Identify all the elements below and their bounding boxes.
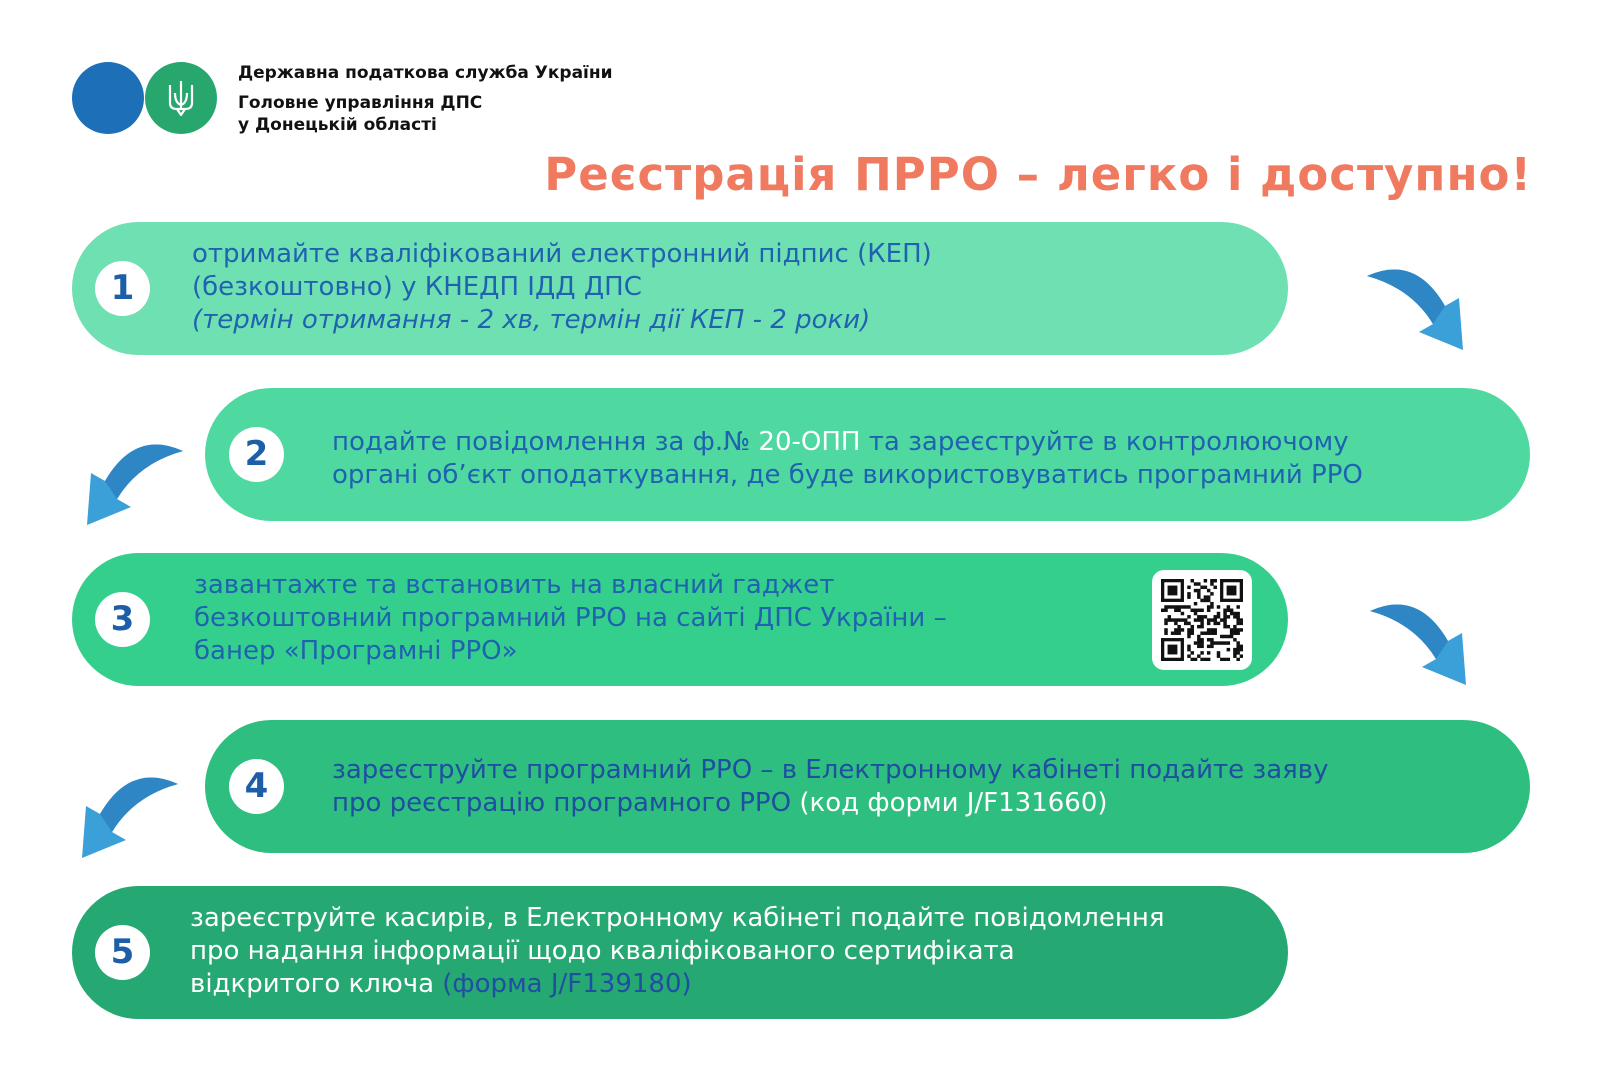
- arrow-down-left-icon: [75, 770, 180, 862]
- step-line: [190, 968, 1164, 1001]
- org-line-3: у Донецькій області: [238, 115, 437, 135]
- step-text: [332, 754, 1329, 820]
- step-3: [72, 553, 1288, 686]
- step-line: банер «Програмні РРО»: [194, 636, 518, 666]
- step-line-part: відкритого ключа: [190, 969, 443, 999]
- qr-code[interactable]: [1152, 570, 1252, 670]
- arrow-down-left-icon: [80, 437, 185, 529]
- form-code: (код форми J/F131660): [799, 788, 1108, 818]
- arrow-down-right-icon: [1368, 597, 1473, 689]
- logo-blue-circle: [72, 62, 144, 134]
- step-line: про надання інформації щодо кваліфікованого сертифіката: [190, 936, 1015, 966]
- step-number: 5: [95, 925, 150, 980]
- step-4: [205, 720, 1530, 853]
- step-text: [190, 902, 1164, 1001]
- qr-code-icon: [1161, 579, 1243, 661]
- step-text: [194, 569, 947, 668]
- step-line-part: про реєстрацію програмного РРО: [332, 788, 800, 818]
- step-line-part: подайте повідомлення за ф.№: [332, 427, 759, 457]
- step-number: 1: [95, 261, 150, 316]
- trident-icon: [167, 79, 195, 117]
- step-5: [72, 886, 1288, 1019]
- arrow-down-right-icon: [1365, 262, 1470, 354]
- dps-logo: [72, 62, 217, 134]
- organization-name: [238, 62, 613, 136]
- form-code: (форма J/F139180): [442, 969, 692, 999]
- step-1: [72, 222, 1288, 355]
- step-line: безкоштовний програмний РРО на сайті ДПС України –: [194, 603, 947, 633]
- step-line: (термін отримання - 2 хв, термін дії КЕП - 2 роки): [192, 305, 871, 335]
- form-code: 20-ОПП: [758, 427, 861, 457]
- step-line: зареєструйте касирів, в Електронному кабінеті подайте повідомлення: [190, 903, 1165, 933]
- step-text: [192, 238, 932, 337]
- step-line: органі об’єкт оподаткування, де буде використовуватись програмний РРО: [332, 460, 1363, 490]
- step-line-part: та зареєструйте в контролюючому: [860, 427, 1349, 457]
- step-line: завантажте та встановить на власний гаджет: [194, 570, 835, 600]
- step-text: [332, 426, 1363, 492]
- logo-green-circle: [145, 62, 217, 134]
- org-line-1: Державна податкова служба України: [238, 63, 613, 83]
- page-title: Реєстрація ПРРО – легко і доступно!: [544, 148, 1532, 201]
- step-line: отримайте кваліфікований електронний підпис (КЕП): [192, 239, 932, 269]
- step-line: зареєструйте програмний РРО – в Електронному кабінеті подайте заяву: [332, 755, 1329, 785]
- step-number: 2: [229, 427, 284, 482]
- step-line: [332, 426, 1363, 459]
- step-number: 3: [95, 592, 150, 647]
- step-number: 4: [229, 759, 284, 814]
- step-line: (безкоштовно) у КНЕДП ІДД ДПС: [192, 272, 642, 302]
- step-line: [332, 787, 1329, 820]
- org-line-2: Головне управління ДПС: [238, 93, 483, 113]
- step-2: [205, 388, 1530, 521]
